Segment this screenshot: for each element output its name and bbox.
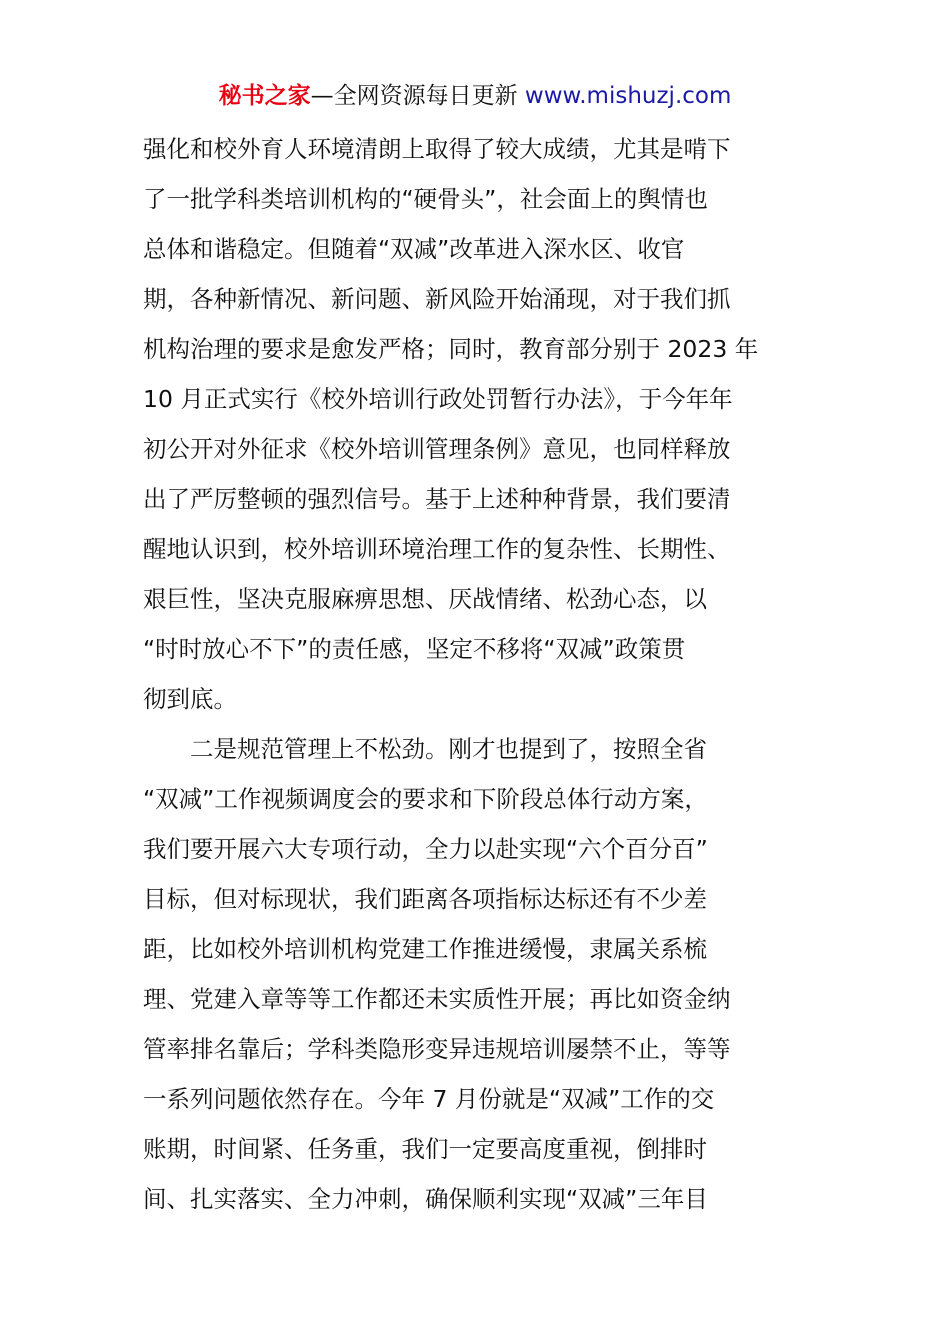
text-line: 彻到底。 xyxy=(143,685,237,713)
text-line: 距，比如校外培训机构党建工作推进缓慢，隶属关系梳 xyxy=(143,935,707,963)
text-line: 出了严厉整顿的强烈信号。基于上述种种背景，我们要清 xyxy=(143,485,731,513)
text-line: 艰巨性，坚决克服麻痹思想、厌战情绪、松劲心态，以 xyxy=(143,585,707,613)
document-body xyxy=(143,124,813,1224)
text-line: 了一批学科类培训机构的“硬骨头”，社会面上的舆情也 xyxy=(143,185,708,213)
text-line: 管率排名靠后；学科类隐形变异违规培训屡禁不止，等等 xyxy=(143,1035,731,1063)
text-line: 目标，但对标现状，我们距离各项指标达标还有不少差 xyxy=(143,885,707,913)
text-line: 我们要开展六大专项行动，全力以赴实现“六个百分百” xyxy=(143,835,708,863)
site-url: www.mishuzj.com xyxy=(524,83,732,109)
text-line: 理、党建入章等等工作都还未实质性开展；再比如资金纳 xyxy=(143,985,731,1013)
text-line: 初公开对外征求《校外培训管理条例》意见，也同样释放 xyxy=(143,435,731,463)
text-line: 强化和校外育人环境清朗上取得了较大成绩，尤其是啃下 xyxy=(143,135,731,163)
paragraph-start-line: 二是规范管理上不松劲。刚才也提到了，按照全省 xyxy=(143,735,707,763)
text-line: 间、扎实落实、全力冲刺，确保顺利实现“双减”三年目 xyxy=(143,1185,708,1213)
text-line: 期，各种新情况、新问题、新风险开始涌现，对于我们抓 xyxy=(143,285,731,313)
text-line: 10 月正式实行《校外培训行政处罚暂行办法》，于今年年 xyxy=(143,385,733,413)
text-line: 醒地认识到，校外培训环境治理工作的复杂性、长期性、 xyxy=(143,535,731,563)
text-line: 账期，时间紧、任务重，我们一定要高度重视，倒排时 xyxy=(143,1135,707,1163)
text-line: “双减”工作视频调度会的要求和下阶段总体行动方案， xyxy=(143,785,708,813)
page-header xyxy=(0,78,950,114)
text-line: 一系列问题依然存在。今年 7 月份就是“双减”工作的交 xyxy=(143,1085,715,1113)
text-line: 总体和谐稳定。但随着“双减”改革进入深水区、收官 xyxy=(143,235,685,263)
site-tagline: —全网资源每日更新 xyxy=(310,83,518,109)
text-line: “时时放心不下”的责任感，坚定不移将“双减”政策贯 xyxy=(143,635,686,663)
text-line: 机构治理的要求是愈发严格；同时，教育部分别于 2023 年 xyxy=(143,335,759,363)
site-brand: 秘书之家 xyxy=(218,83,311,109)
